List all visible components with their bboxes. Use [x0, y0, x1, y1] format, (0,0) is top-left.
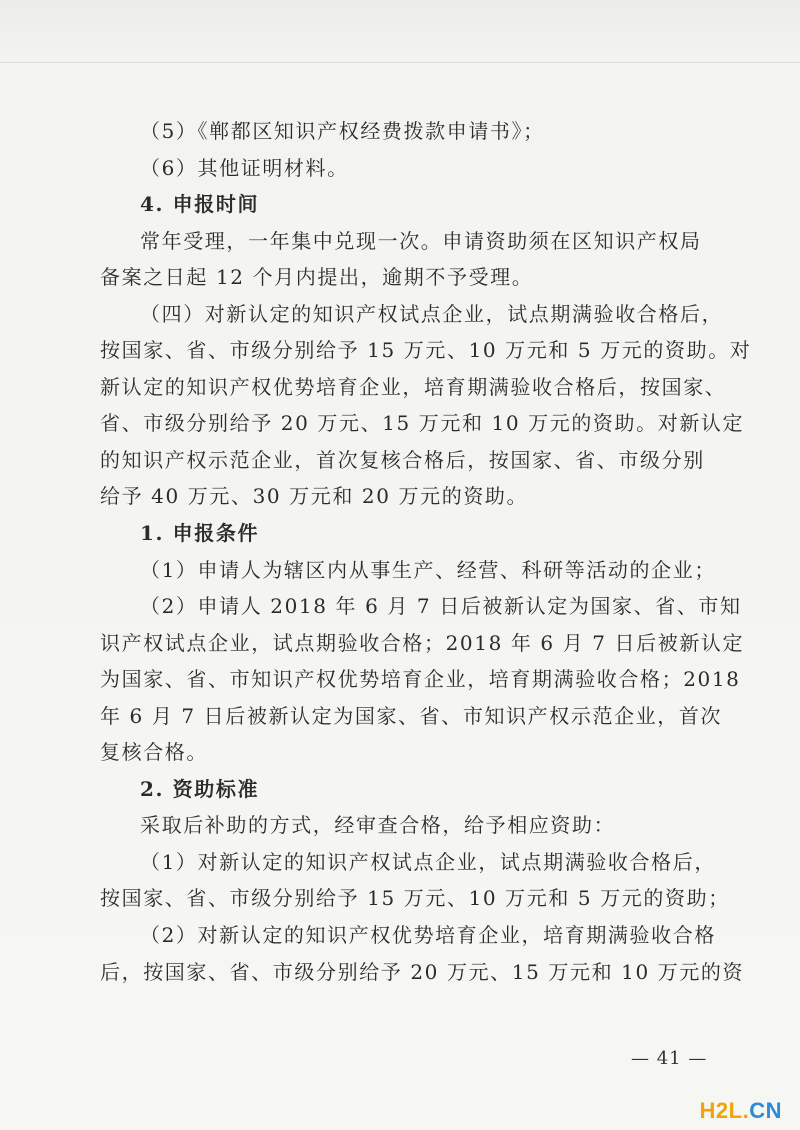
text-line: （2）申请人 2018 年 6 月 7 日后被新认定为国家、省、市知 [140, 594, 742, 619]
text-line: 采取后补助的方式，经审查合格，给予相应资助： [140, 813, 616, 838]
section-heading: 1. 申报条件 [140, 521, 260, 546]
text-line: 常年受理，一年集中兑现一次。申请资助须在区知识产权局 [140, 228, 702, 253]
text-line: 的知识产权示范企业，首次复核合格后，按国家、省、市级分别 [100, 447, 705, 472]
text-line: （1）对新认定的知识产权试点企业，试点期满验收合格后， [140, 849, 716, 874]
text-line: 为国家、省、市知识产权优势培育企业，培育期满验收合格；2018 [100, 667, 741, 692]
text-line: 按国家、省、市级分别给予 15 万元、10 万元和 5 万元的资助； [100, 886, 730, 911]
text-line: （5）《郸都区知识产权经费拨款申请书》； [140, 119, 545, 143]
document-body [100, 113, 752, 990]
text-line: 复核合格。 [100, 740, 208, 765]
site-watermark [700, 1100, 782, 1122]
watermark-h2l: H2L [699, 1098, 743, 1123]
text-line: 后，按国家、省、市级分别给予 20 万元、15 万元和 10 万元的资 [100, 959, 745, 984]
text-line: 省、市级分别给予 20 万元、15 万元和 10 万元的资助。对新认定 [100, 411, 745, 436]
text-line: 年 6 月 7 日后被新认定为国家、省、市知识产权示范企业，首次 [100, 703, 723, 728]
text-line: （2）对新认定的知识产权优势培育企业，培育期满验收合格 [140, 923, 716, 948]
text-line: 识产权试点企业，试点期验收合格；2018 年 6 月 7 日后被新认定 [100, 630, 745, 655]
section-heading: 2. 资助标准 [140, 776, 260, 801]
text-line: 新认定的知识产权优势培育企业，培育期满验收合格后，按国家、 [100, 374, 727, 399]
text-line: （四）对新认定的知识产权试点企业，试点期满验收合格后， [140, 301, 724, 326]
section-heading: 4. 申报时间 [140, 192, 260, 217]
scan-edge-line [0, 62, 800, 63]
watermark-cn: CN [749, 1098, 782, 1123]
watermark-dot: . [742, 1098, 750, 1123]
text-line: 给予 40 万元、30 万元和 20 万元的资助。 [100, 484, 529, 509]
page-number: — 41 — [631, 1048, 708, 1069]
text-line: 备案之日起 12 个月内提出，逾期不予受理。 [100, 265, 534, 290]
text-line: （1）申请人为辖区内从事生产、经营、科研等活动的企业； [140, 557, 716, 582]
text-line: （6）其他证明材料。 [140, 155, 349, 180]
text-line: 按国家、省、市级分别给予 15 万元、10 万元和 5 万元的资助。对 [100, 338, 752, 363]
